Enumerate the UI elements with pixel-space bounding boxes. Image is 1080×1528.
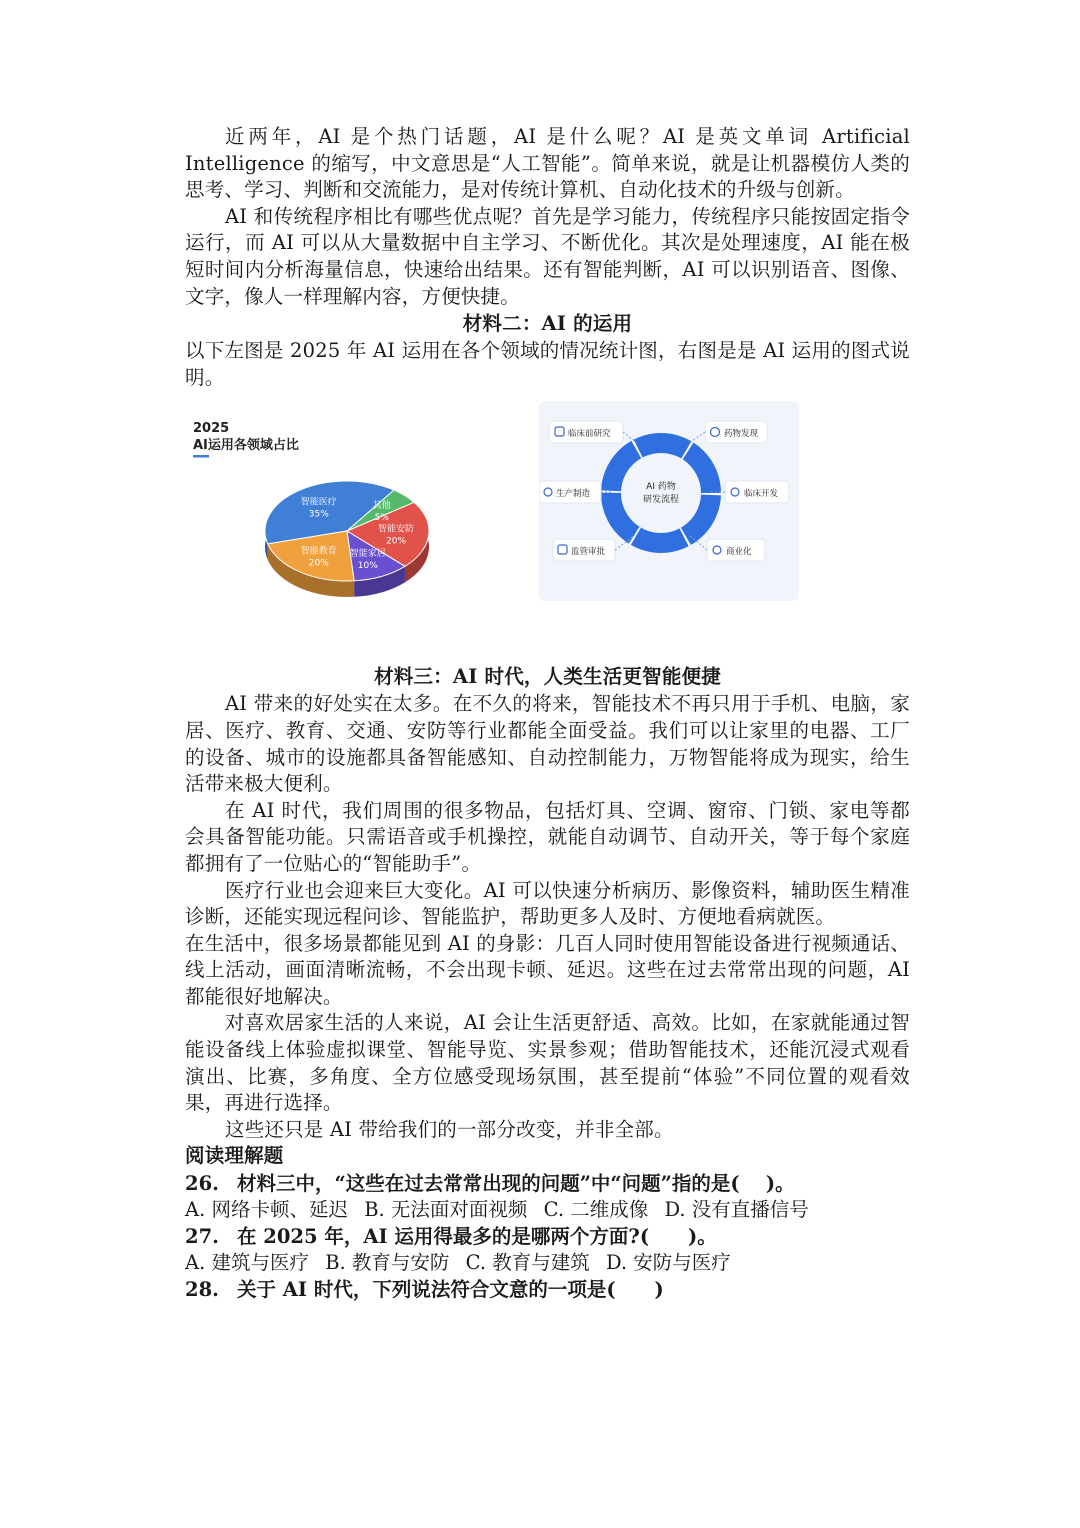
chart-subtitle: AI运用各领域占比 bbox=[193, 438, 299, 454]
question-27-options bbox=[185, 1250, 910, 1276]
node-label: 商业化 bbox=[726, 547, 752, 558]
question-28 bbox=[185, 1276, 910, 1303]
node-label: 药物发现 bbox=[724, 429, 759, 440]
option-c: C. 教育与建筑 bbox=[465, 1251, 590, 1275]
chart-title: 2025 bbox=[193, 421, 230, 437]
title-underline bbox=[193, 455, 209, 458]
material2-intro: 以下左图是 2025 年 AI 运用在各个领域的情况统计图，右图是是 AI 运用的图式说明。 bbox=[185, 339, 910, 389]
option-d: D. 安防与医疗 bbox=[605, 1251, 731, 1275]
pie-label-name-4: 智能教育 bbox=[300, 546, 337, 557]
node-label: 临床开发 bbox=[744, 489, 779, 500]
paragraph-ai-definition: 近两年，AI 是个热门话题，AI 是什么呢？AI 是英文单词 Artificial Intelligence 的缩写，中文意思是“人工智能”。简单来说，就是让机器模仿人类的思考、学习、判断和交流能力，是对传统计算机、自动化技术的升级与创新。 bbox=[185, 125, 910, 202]
option-b: B. 无法面对面视频 bbox=[364, 1198, 528, 1222]
pie-label-name-1: 其他 bbox=[372, 501, 391, 512]
flow-ring bbox=[611, 443, 711, 543]
material3-paragraph-2: 在 AI 时代，我们周围的很多物品，包括灯具、空调、窗帘、门锁、家电等都会具备智能功能。只需语音或手机操控，就能自动调节、自动开关，等于每个家庭都拥有了一位贴心的“智能助手”。 bbox=[185, 798, 910, 875]
material3-heading: 材料三：AI 时代，人类生活更智能便捷 bbox=[374, 665, 721, 689]
pie-label-value-1: 5% bbox=[374, 513, 389, 524]
question-number: 28. bbox=[185, 1278, 219, 1302]
option-c: C. 二维成像 bbox=[543, 1198, 649, 1222]
figures-row bbox=[185, 391, 910, 663]
pie-label-name-3: 智能家居 bbox=[349, 549, 386, 560]
flow-center-line2: 研发流程 bbox=[642, 495, 680, 506]
pie-label-value-2: 20% bbox=[386, 536, 407, 547]
question-26 bbox=[185, 1170, 910, 1197]
node-label: 临床前研究 bbox=[568, 429, 611, 440]
flow-node-drug-discovery bbox=[705, 421, 767, 443]
pie-label-value-3: 10% bbox=[357, 561, 378, 572]
document-page bbox=[185, 124, 910, 1303]
question-number: 27. bbox=[185, 1225, 219, 1249]
option-d: D. 没有直播信号 bbox=[664, 1198, 809, 1222]
question-text: 材料三中，“这些在过去常常出现的问题”中“问题”指的是( )。 bbox=[237, 1172, 795, 1196]
option-b: B. 教育与安防 bbox=[325, 1251, 450, 1275]
material3-paragraph-6: 这些还只是 AI 带给我们的一部分改变，并非全部。 bbox=[225, 1117, 674, 1141]
material2-heading: 材料二：AI 的运用 bbox=[462, 312, 633, 336]
paragraph-ai-advantages: AI 和传统程序相比有哪些优点呢？首先是学习能力，传统程序只能按固定指令运行，而 AI 可以从大量数据中自主学习、不断优化。其次是处理速度，AI 能在极短时间内分析海量信息，快速给出结果。还有智能判断，AI 可以识别语音、图像、文字，像人一样理解内容，方便快捷。 bbox=[185, 204, 910, 308]
flow-node-clinical-dev bbox=[725, 481, 789, 503]
pie-label-name-2: 智能安防 bbox=[378, 524, 415, 535]
material3-paragraph-4: 在生活中，很多场景都能见到 AI 的身影：几百人同时使用智能设备进行视频通话、线上活动，画面清晰流畅，不会出现卡顿、延迟。这些在过去常常出现的问题，AI 都能很好地解决。 bbox=[185, 931, 910, 1008]
flow-node-commercial bbox=[707, 539, 765, 561]
drug-flow-figure bbox=[539, 401, 799, 601]
node-label: 生产制造 bbox=[556, 489, 591, 500]
pie-chart-svg bbox=[185, 416, 485, 606]
question-26-options bbox=[185, 1197, 910, 1223]
pie-label-name-0: 智能医疗 bbox=[300, 497, 337, 508]
pie-label-value-0: 35% bbox=[308, 509, 329, 520]
flow-node-regulatory bbox=[553, 539, 615, 561]
material3-paragraph-1: AI 带来的好处实在太多。在不久的将来，智能技术不再只用于手机、电脑，家居、医疗、教育、交通、安防等行业都能全面受益。我们可以让家里的电器、工厂的设备、城市的设施都具备智能感知、自动控制能力，万物智能将成为现实，给生活带来极大便利。 bbox=[185, 692, 910, 796]
reading-heading: 阅读理解题 bbox=[185, 1144, 284, 1168]
option-a: A. 建筑与医疗 bbox=[185, 1251, 309, 1275]
material3-paragraph-3: 医疗行业也会迎来巨大变化。AI 可以快速分析病历、影像资料，辅助医生精准诊断，还能实现远程问诊、智能监护，帮助更多人及时、方便地看病就医。 bbox=[185, 878, 910, 929]
question-text: 关于 AI 时代，下列说法符合文意的一项是( ) bbox=[237, 1278, 664, 1302]
option-a: A. 网络卡顿、延迟 bbox=[185, 1198, 348, 1222]
flow-diagram-svg bbox=[539, 401, 799, 601]
pie-chart-figure bbox=[185, 416, 485, 606]
flow-center-line1: AI 药物 bbox=[646, 482, 676, 493]
question-number: 26. bbox=[185, 1172, 219, 1196]
flow-node-preclinical bbox=[549, 421, 623, 443]
pie-label-value-4: 20% bbox=[308, 558, 329, 569]
question-27 bbox=[185, 1223, 910, 1250]
flow-node-manufacturing bbox=[539, 481, 601, 503]
node-label: 监管审批 bbox=[571, 547, 606, 558]
question-text: 在 2025 年，AI 运用得最多的是哪两个方面?( )。 bbox=[237, 1225, 717, 1249]
material3-paragraph-5: 对喜欢居家生活的人来说，AI 会让生活更舒适、高效。比如，在家就能通过智能设备线上体验虚拟课堂、智能导览、实景参观；借助智能技术，还能沉浸式观看演出、比赛，多角度、全方位感受现场氛围，甚至提前“体验”不同位置的观看效果，再进行选择。 bbox=[185, 1011, 910, 1115]
